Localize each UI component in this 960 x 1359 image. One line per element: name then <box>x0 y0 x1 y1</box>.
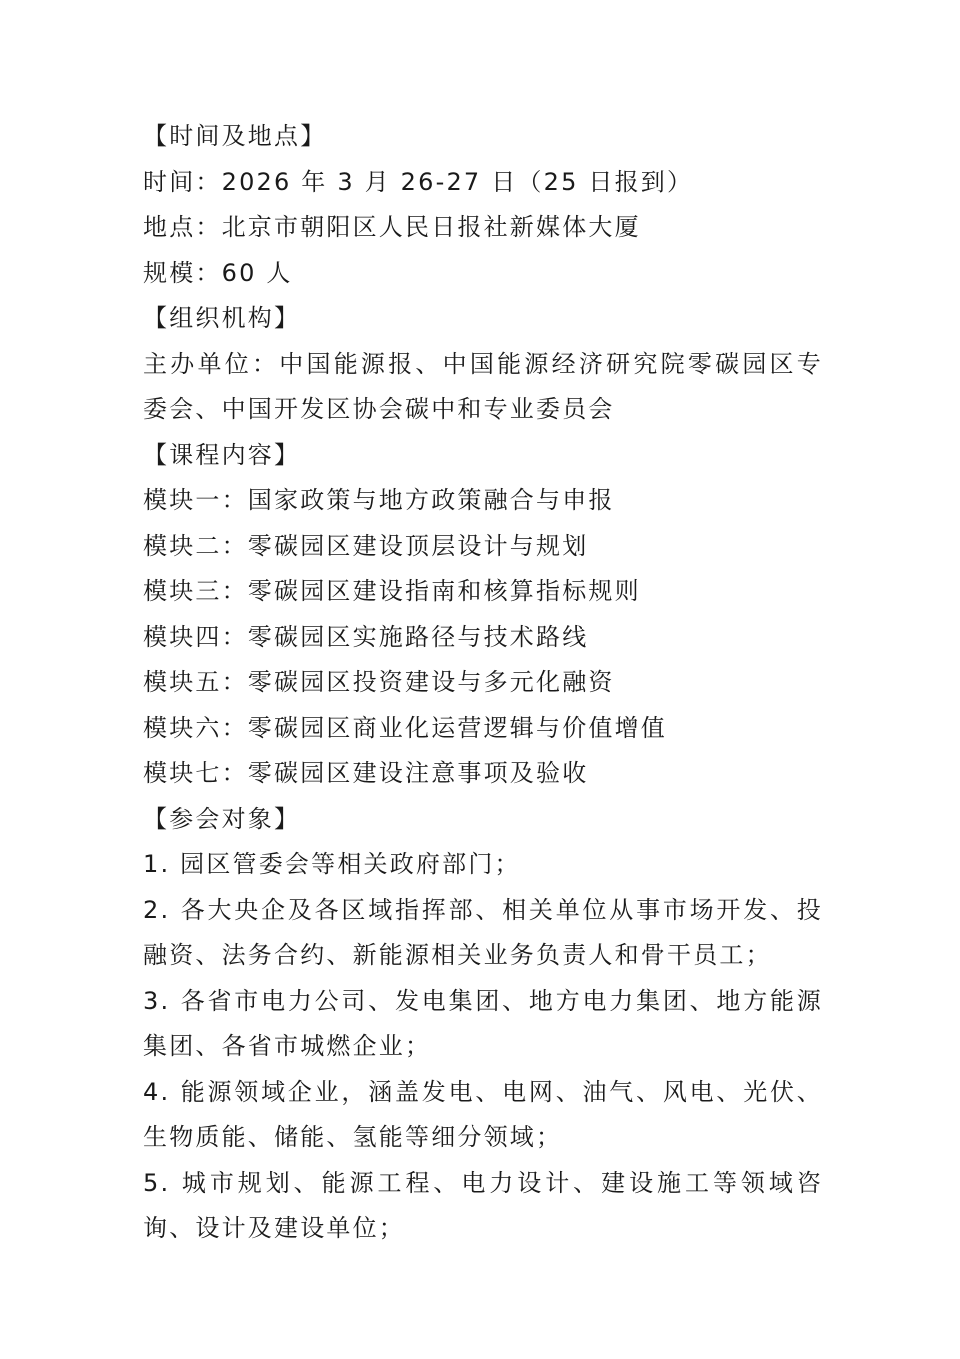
event-place: 地点：北京市朝阳区人民日报社新媒体大厦 <box>143 213 641 241</box>
audience-item: 2. 各大央企及各区域指挥部、相关单位从事市场开发、投融资、法务合约、新能源相关业务负责人和骨干员工； <box>143 895 823 969</box>
host-organizations: 主办单位：中国能源报、中国能源经济研究院零碳园区专委会、中国开发区协会碳中和专业委员会 <box>143 349 823 423</box>
audience-item: 1. 园区管委会等相关政府部门； <box>143 850 521 878</box>
audience-item: 4. 能源领域企业，涵盖发电、电网、油气、风电、光伏、生物质能、储能、氢能等细分领域； <box>143 1077 823 1151</box>
course-module: 模块三：零碳园区建设指南和核算指标规则 <box>143 577 641 605</box>
section-heading-course: 【课程内容】 <box>143 440 301 469</box>
section-heading-time-place: 【时间及地点】 <box>143 122 327 150</box>
section-heading-organization: 【组织机构】 <box>143 304 301 332</box>
document-body <box>143 114 823 1252</box>
course-module: 模块二：零碳园区建设顶层设计与规划 <box>143 531 589 560</box>
audience-item: 3. 各省市电力公司、发电集团、地方电力集团、地方能源集团、各省市城燃企业； <box>143 986 823 1060</box>
course-module: 模块一：国家政策与地方政策融合与申报 <box>143 486 615 514</box>
audience-item: 5. 城市规划、能源工程、电力设计、建设施工等领域咨询、设计及建设单位； <box>143 1168 823 1242</box>
course-module: 模块七：零碳园区建设注意事项及验收 <box>143 759 589 787</box>
course-module: 模块六：零碳园区商业化运营逻辑与价值增值 <box>143 713 667 742</box>
section-heading-audience: 【参会对象】 <box>143 804 301 833</box>
course-module: 模块五：零碳园区投资建设与多元化融资 <box>143 668 615 696</box>
course-module: 模块四：零碳园区实施路径与技术路线 <box>143 622 589 651</box>
event-time: 时间：2026 年 3 月 26-27 日（25 日报到） <box>143 167 694 196</box>
event-scale: 规模：60 人 <box>143 258 293 287</box>
